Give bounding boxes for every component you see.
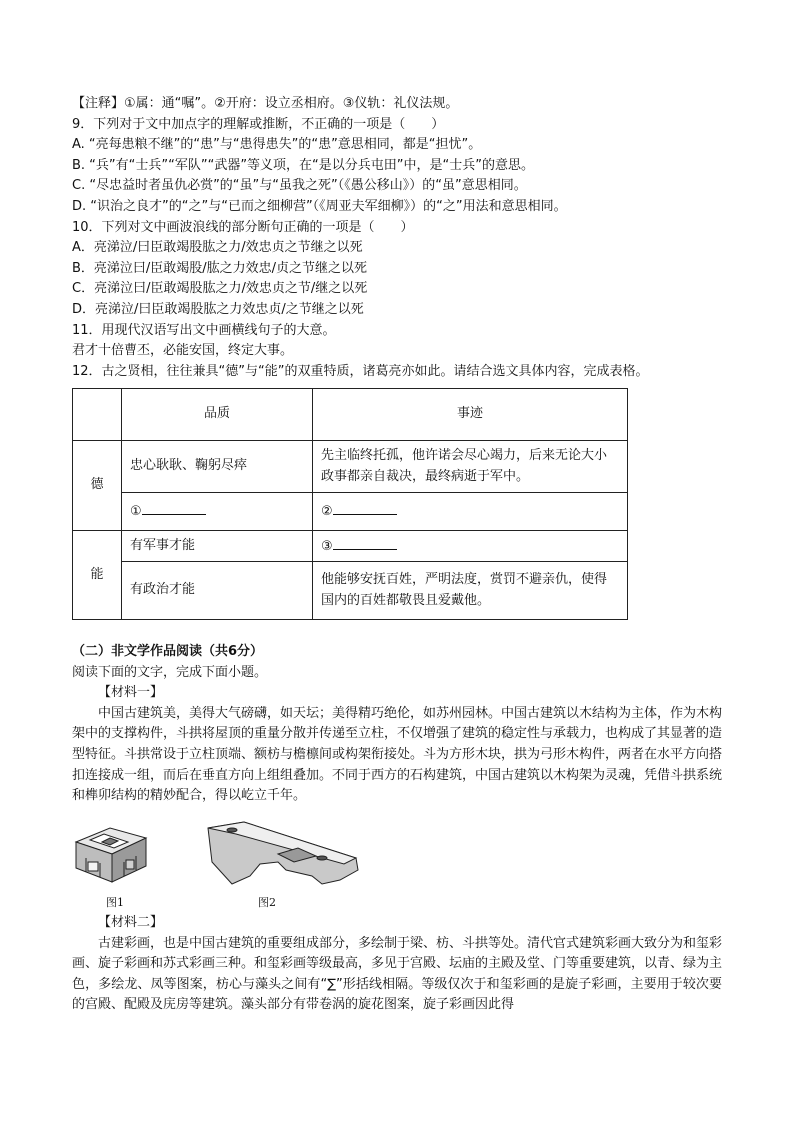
q10-option-a: A．亮涕泣/曰臣敢竭股肱之力/效忠贞之节继之以死 — [72, 240, 363, 256]
blank-3-label: ③ — [321, 538, 333, 554]
figure-1-caption: 图1 — [106, 896, 124, 909]
row2-deeds-cell — [313, 493, 628, 531]
figure-1-dou-block — [76, 828, 146, 882]
row4-deeds: 他能够安抚百姓，严明法度，赏罚不避亲仇，使得国内的百姓都敬畏且爱戴他。 — [313, 562, 628, 620]
dougong-illustration — [72, 818, 372, 894]
blank-1-label: ① — [130, 504, 142, 520]
q9-option-a: A. “亮每患粮不继”的“患”与“患得患失”的“患”意思相同，都是“担忧”。 — [72, 137, 482, 153]
material-1-text: 中国古建筑美，美得大气磅礴，如天坛；美得精巧绝伦，如苏州园林。中国古建筑以木结构为主体，作为木构架中的支撑构件，斗拱将屋顶的重量分散并传递至立柱，不仅增强了建筑的稳定性与承载力，也构成了其显著的造型特征。斗拱常设于立柱顶端、额枋与檐檩间或构架衔接处。斗为方形木块，拱为弓形木构件，两者在水平方向搭扣连接成一组，而后在垂直方向上组组叠加。不同于西方的石构建筑，中国古建筑以木构架为灵魂，凭借斗拱系统和榫卯结构的精妙配合，得以屹立千年。 — [72, 705, 723, 804]
blank-2-label: ② — [321, 504, 333, 520]
section-title: （二）非文学作品阅读（共6分） — [72, 644, 264, 659]
q9-option-c: C. “尽忠益时者虽仇必赏”的“虽”与“虽我之死”（《愚公移山》）的“虽”意思相同。 — [72, 178, 527, 194]
annotation-note: 【注释】①属：通“嘱”。②开府：设立丞相府。③仪轨：礼仪法规。 — [72, 96, 459, 111]
material-1-label: 【材料一】 — [98, 685, 164, 701]
q12-stem: 12．古之贤相，往往兼具“德”与“能”的双重特质，诸葛亮亦如此。请结合选文具体内容，完成表格。 — [72, 363, 649, 379]
q9-option-d: D. “识治之良才”的“之”与“已而之细柳营”（《周亚夫军细柳》）的“之”用法和意思相同。 — [72, 198, 567, 214]
q12-table — [72, 388, 628, 620]
row1-quality: 忠心耿耿、鞠躬尽瘁 — [122, 441, 313, 493]
figure-2-caption: 图2 — [258, 896, 276, 909]
q9-option-b: B. “兵”有“士兵”“军队”“武器”等义项，在“是以分兵屯田”中，是“士兵”的意思。 — [72, 157, 535, 173]
header-deeds: 事迹 — [313, 389, 628, 441]
answer-blank-1[interactable] — [142, 500, 206, 515]
material-2-label: 【材料二】 — [98, 915, 164, 930]
row1-deeds: 先主临终托孤，他许诺会尽心竭力，后来无论大小政事都亲自裁决，最终病逝于军中。 — [313, 441, 628, 493]
q9-stem: 9．下列对于文中加点字的理解或推断，不正确的一项是（ ） — [72, 116, 445, 132]
row3-quality: 有军事才能 — [122, 531, 313, 562]
category-neng: 能 — [73, 531, 122, 620]
category-de: 德 — [73, 441, 122, 531]
question-block — [72, 94, 722, 382]
answer-blank-3[interactable] — [333, 535, 397, 550]
answer-blank-2[interactable] — [333, 500, 397, 515]
q11-stem: 11．用现代汉语写出文中画横线句子的大意。 — [72, 322, 336, 338]
table-corner-cell — [73, 389, 122, 441]
figure-2-gong-arm — [208, 822, 358, 884]
q11-sentence: 君才十倍曹丕，必能安国，终定大事。 — [72, 343, 294, 359]
q10-option-c: C．亮涕泣曰/臣敢竭股肱之力/效忠贞之节/继之以死 — [72, 281, 368, 297]
q10-option-d: D．亮涕泣/曰臣敢竭股肱之力效忠贞/之节继之以死 — [72, 301, 364, 317]
material-2-block — [72, 913, 722, 1016]
section-nonliterary — [72, 642, 722, 807]
row4-quality: 有政治才能 — [122, 562, 313, 620]
section-instruction: 阅读下面的文字，完成下面小题。 — [72, 664, 268, 680]
q10-stem: 10．下列对文中画波浪线的部分断句正确的一项是（ ） — [72, 219, 414, 235]
row2-quality-cell — [122, 493, 313, 531]
q10-option-b: B．亮涕泣曰/臣敢竭股/肱之力效忠/贞之节继之以死 — [72, 260, 368, 276]
row3-deeds-cell — [313, 531, 628, 562]
figure-row — [72, 818, 372, 910]
material-2-text: 古建彩画，也是中国古建筑的重要组成部分，多绘制于梁、枋、斗拱等处。清代官式建筑彩画大致分为和玺彩画、旋子彩画和苏式彩画三种。和玺彩画等级最高，多见于宫殿、坛庙的主殿及堂、门等重要建筑，以青、绿为主色，多绘龙、凤等图案，枋心与藻头之间有“∑”形括线相隔。等级仅次于和玺彩画的是旋子彩画，主要用于较次要的宫殿、配殿及庑房等建筑。藻头部分有带卷涡的旋花图案，旋子彩画因此得 — [72, 935, 723, 1013]
header-quality: 品质 — [122, 389, 313, 441]
